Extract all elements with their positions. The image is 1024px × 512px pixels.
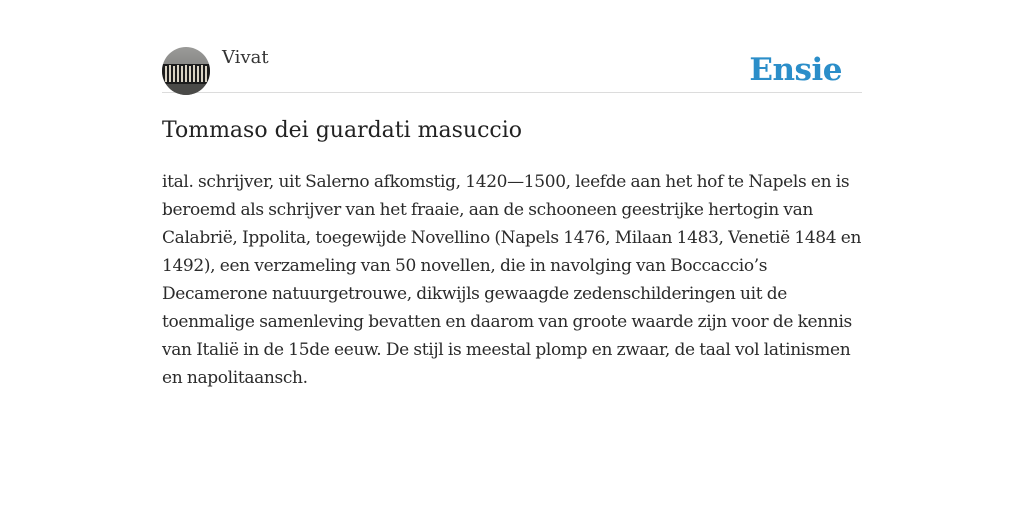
page-title: Tommaso dei guardati masuccio bbox=[162, 118, 523, 143]
avatar[interactable] bbox=[162, 47, 210, 95]
article-body: ital. schrijver, uit Salerno afkomstig, 1420—1500, leefde aan het hof te Napels en is beroemd als schrijver van het fraaie, aan de schooneen geestrijke hertogin van Calabrië, Ippolita, toegewijde Novellino (Napels 1476, Milaan 1483, Venetië 1484 en 1492), een verzameling van 50 novellen, die in navolging van Boccaccio’s Decamerone natuurgetrouwe, dikwijls gewaagde zedenschilderingen uit de toenmalige samenleving bevatten en daarom van groote waarde zijn voor de kennis van Italië in de 15de eeuw. De stijl is meestal plomp en zwaar, de taal vol latinismen en napolitaansch. bbox=[162, 172, 862, 388]
source-name[interactable]: Vivat bbox=[222, 47, 269, 68]
brand-logo[interactable]: Ensie bbox=[749, 52, 842, 88]
book-spines-icon bbox=[162, 47, 210, 95]
header bbox=[162, 46, 862, 93]
